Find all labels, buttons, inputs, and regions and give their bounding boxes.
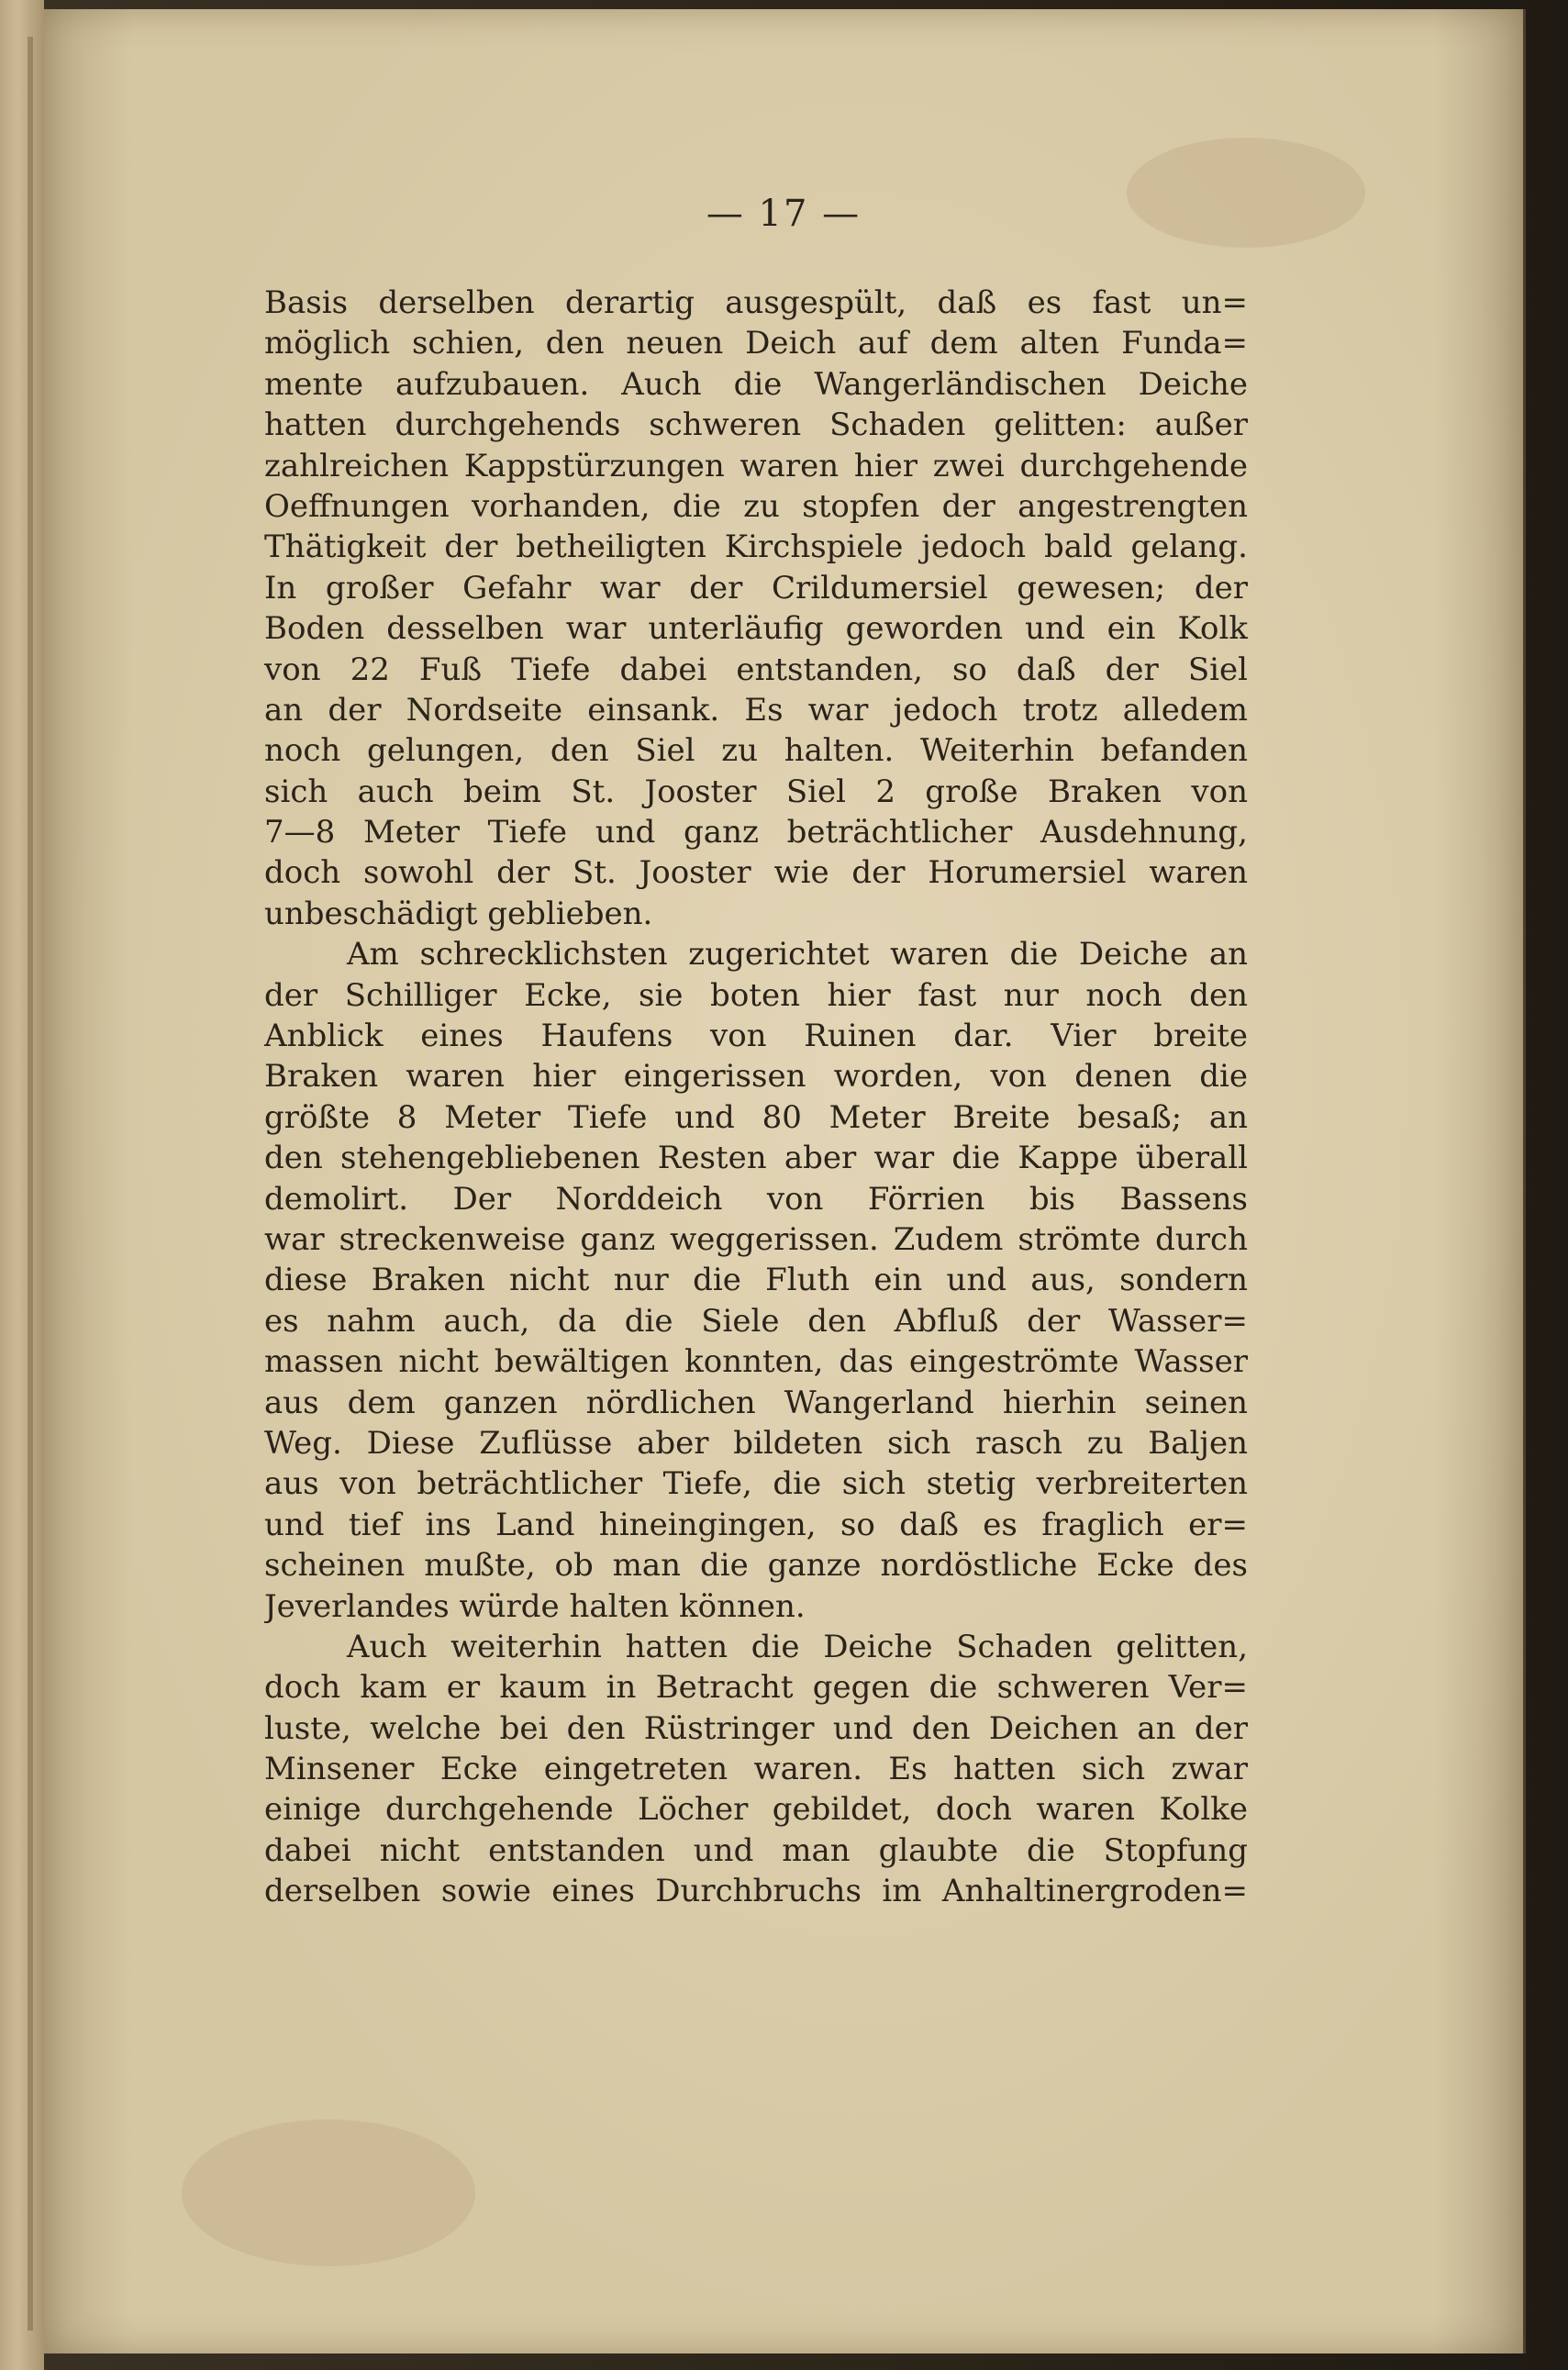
book-page [44,9,1526,2353]
text-line: Minsener Ecke eingetreten waren. Es hatten sich zwar [264,1751,1248,1788]
text-line: und tief ins Land hineingingen, so daß es fraglich er= [264,1506,1248,1543]
text-line: noch gelungen, den Siel zu halten. Weiterhin befanden [264,732,1248,770]
text-line: diese Braken nicht nur die Fluth ein und aus, sondern [264,1262,1248,1299]
text-line: möglich schien, den neuen Deich auf dem alten Funda= [264,325,1248,362]
text-line: doch sowohl der St. Jooster wie der Horumersiel waren [264,854,1248,892]
text-line: Thätigkeit der betheiligten Kirchspiele jedoch bald gelang. [264,529,1248,566]
text-line: derselben sowie eines Durchbruchs im Anhaltinergroden= [264,1873,1248,1910]
book-spine [0,0,44,2370]
text-line: größte 8 Meter Tiefe und 80 Meter Breite besaß; an [264,1098,1248,1136]
text-line: Auch weiterhin hatten die Deiche Schaden gelitten, [347,1628,1248,1665]
text-line: aus von beträchtlicher Tiefe, die sich stetig verbreiterten [264,1465,1248,1503]
text-line: doch kam er kaum in Betracht gegen die schweren Ver= [264,1669,1248,1707]
text-line: sich auch beim St. Jooster Siel 2 große Braken von [264,773,1248,810]
text-line: 7—8 Meter Tiefe und ganz beträchtlicher Ausdehnung, [264,814,1248,851]
text-line: Boden desselben war unterläufig geworden und ein Kolk [264,610,1248,648]
text-line: mente aufzubauen. Auch die Wangerländischen Deiche [264,365,1248,403]
page-number: — 17 — [706,193,862,235]
text-line: dabei nicht entstanden und man glaubte die Stopfung [264,1831,1248,1869]
text-line: demolirt. Der Norddeich von Förrien bis Bassens [264,1180,1248,1218]
text-line: Basis derselben derartig ausgespült, daß es fast un= [264,284,1248,321]
body-text [264,283,1248,1912]
text-line: luste, welche bei den Rüstringer und den Deichen an der [264,1709,1248,1747]
text-line: war streckenweise ganz weggerissen. Zudem strömte durch [264,1220,1248,1258]
text-line: es nahm auch, da die Siele den Abfluß der Wasser= [264,1302,1248,1340]
text-line: an der Nordseite einsank. Es war jedoch trotz alledem [264,691,1248,729]
text-line: Jeverlandes würde halten können. [264,1587,806,1625]
text-line: einige durchgehende Löcher gebildet, doch waren Kolke [264,1791,1248,1829]
text-line: Am schrecklichsten zugerichtet waren die Deiche an [347,936,1248,974]
text-line: Weg. Diese Zuflüsse aber bildeten sich rasch zu Baljen [264,1424,1248,1462]
text-line: zahlreichen Kappstürzungen waren hier zwei durchgehende [264,447,1248,484]
spine-edge-shadow [28,37,33,2331]
paper-stain [182,2120,475,2266]
text-line: Anblick eines Haufens von Ruinen dar. Vier breite [264,1018,1248,1055]
text-line: hatten durchgehends schweren Schaden gelitten: außer [264,406,1248,444]
text-line: von 22 Fuß Tiefe dabei entstanden, so daß der Siel [264,651,1248,688]
text-line: Oeffnungen vorhanden, die zu stopfen der angestrengten [264,487,1248,525]
text-line: Braken waren hier eingerissen worden, von denen die [264,1058,1248,1096]
text-line: aus dem ganzen nördlichen Wangerland hierhin seinen [264,1384,1248,1421]
text-line: scheinen mußte, ob man die ganze nordöstliche Ecke des [264,1547,1248,1585]
text-line: unbeschädigt geblieben. [264,895,653,932]
text-line: In großer Gefahr war der Crildumersiel gewesen; der [264,569,1248,606]
text-line: der Schilliger Ecke, sie boten hier fast nur noch den [264,976,1248,1014]
text-line: massen nicht bewältigen konnten, das eingeströmte Wasser [264,1343,1248,1381]
text-line: den stehengebliebenen Resten aber war die Kappe überall [264,1140,1248,1177]
